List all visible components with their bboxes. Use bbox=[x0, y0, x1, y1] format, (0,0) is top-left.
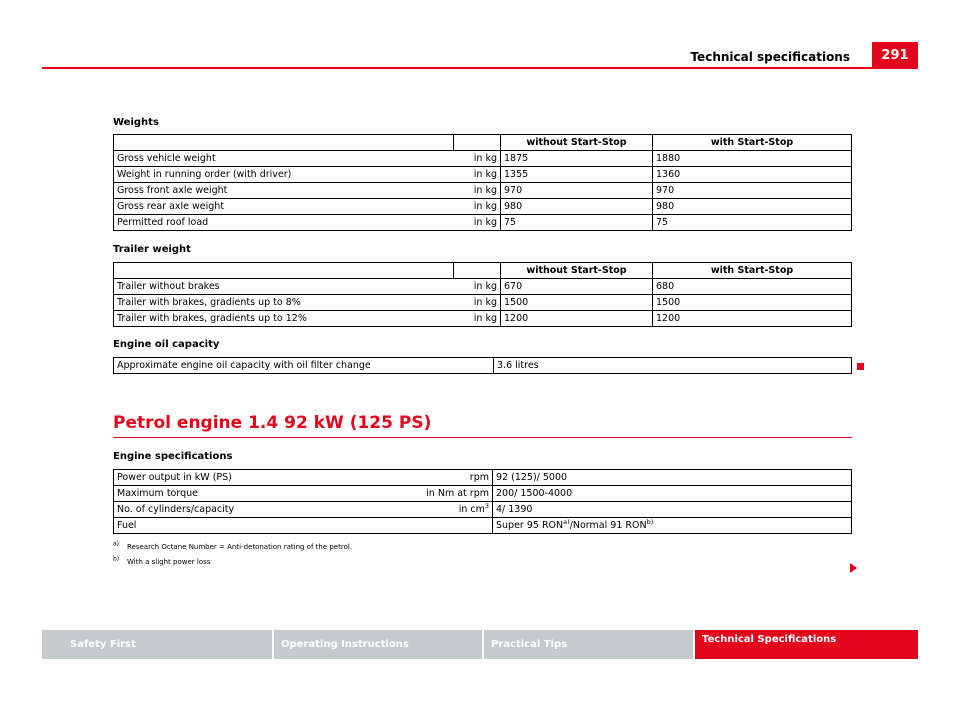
table-row: Gross rear axle weight in kg 980 980 bbox=[114, 199, 852, 215]
oil-table bbox=[113, 357, 852, 374]
table-row: Trailer with brakes, gradients up to 8% in kg 1500 1500 bbox=[114, 295, 852, 311]
table-row: Gross front axle weight in kg 970 970 bbox=[114, 183, 852, 199]
weights-heading: Weights bbox=[113, 117, 159, 128]
footer-tab-operating-instructions[interactable]: Operating Instructions bbox=[274, 630, 482, 659]
table-row: Maximum torque in Nm at rpm 200/ 1500-4000 bbox=[114, 486, 852, 502]
col-header: with Start-Stop bbox=[653, 263, 852, 279]
oil-heading: Engine oil capacity bbox=[113, 339, 220, 350]
table-row: Fuel Super 95 RON$^{a)}$/Normal 91 RON$^{b)}$ bbox=[114, 518, 852, 534]
footer-tab-technical-specifications[interactable]: Technical Specifications bbox=[695, 630, 918, 659]
footnote-ref: a) bbox=[563, 517, 570, 526]
table-header-row bbox=[114, 263, 852, 279]
table-row: Permitted roof load in kg 75 75 bbox=[114, 215, 852, 231]
col-header: without Start-Stop bbox=[501, 135, 653, 151]
table-row: Trailer without brakes in kg 670 680 bbox=[114, 279, 852, 295]
table-row: Weight in running order (with driver) in kg 1355 1360 bbox=[114, 167, 852, 183]
trailer-table bbox=[113, 262, 852, 327]
engine-spec-table bbox=[113, 469, 852, 534]
footnote: $^{b)}$ With a slight power loss bbox=[113, 555, 211, 566]
table-row: Gross vehicle weight in kg 1875 1880 bbox=[114, 151, 852, 167]
section-end-marker bbox=[857, 363, 864, 370]
weights-table bbox=[113, 134, 852, 231]
table-header-row bbox=[114, 135, 852, 151]
section-title: Petrol engine 1.4 92 kW (125 PS) bbox=[113, 413, 432, 433]
table-row: Trailer with brakes, gradients up to 12% in kg 1200 1200 bbox=[114, 311, 852, 327]
col-header: without Start-Stop bbox=[501, 263, 653, 279]
continue-arrow-icon bbox=[850, 563, 857, 573]
footnote: $^{a)}$ Research Octane Number = Anti-detonation rating of the petrol. bbox=[113, 540, 353, 551]
trailer-heading: Trailer weight bbox=[113, 244, 191, 255]
header-rule bbox=[42, 67, 918, 69]
page-title: Technical specifications bbox=[690, 50, 850, 64]
section-rule bbox=[113, 437, 852, 438]
table-row: Approximate engine oil capacity with oil filter change 3.6 litres bbox=[114, 358, 852, 374]
table-row: Power output in kW (PS) rpm 92 (125)/ 5000 bbox=[114, 470, 852, 486]
table-row: No. of cylinders/capacity in $cm^3$ 4/ 1390 bbox=[114, 502, 852, 518]
footnote-ref: b) bbox=[646, 517, 654, 526]
engine-spec-heading: Engine specifications bbox=[113, 451, 233, 462]
page-number: 291 bbox=[872, 42, 918, 68]
footer-tab-practical-tips[interactable]: Practical Tips bbox=[484, 630, 693, 659]
col-header: with Start-Stop bbox=[653, 135, 852, 151]
footer-tab-safety-first[interactable]: Safety First bbox=[42, 630, 272, 659]
